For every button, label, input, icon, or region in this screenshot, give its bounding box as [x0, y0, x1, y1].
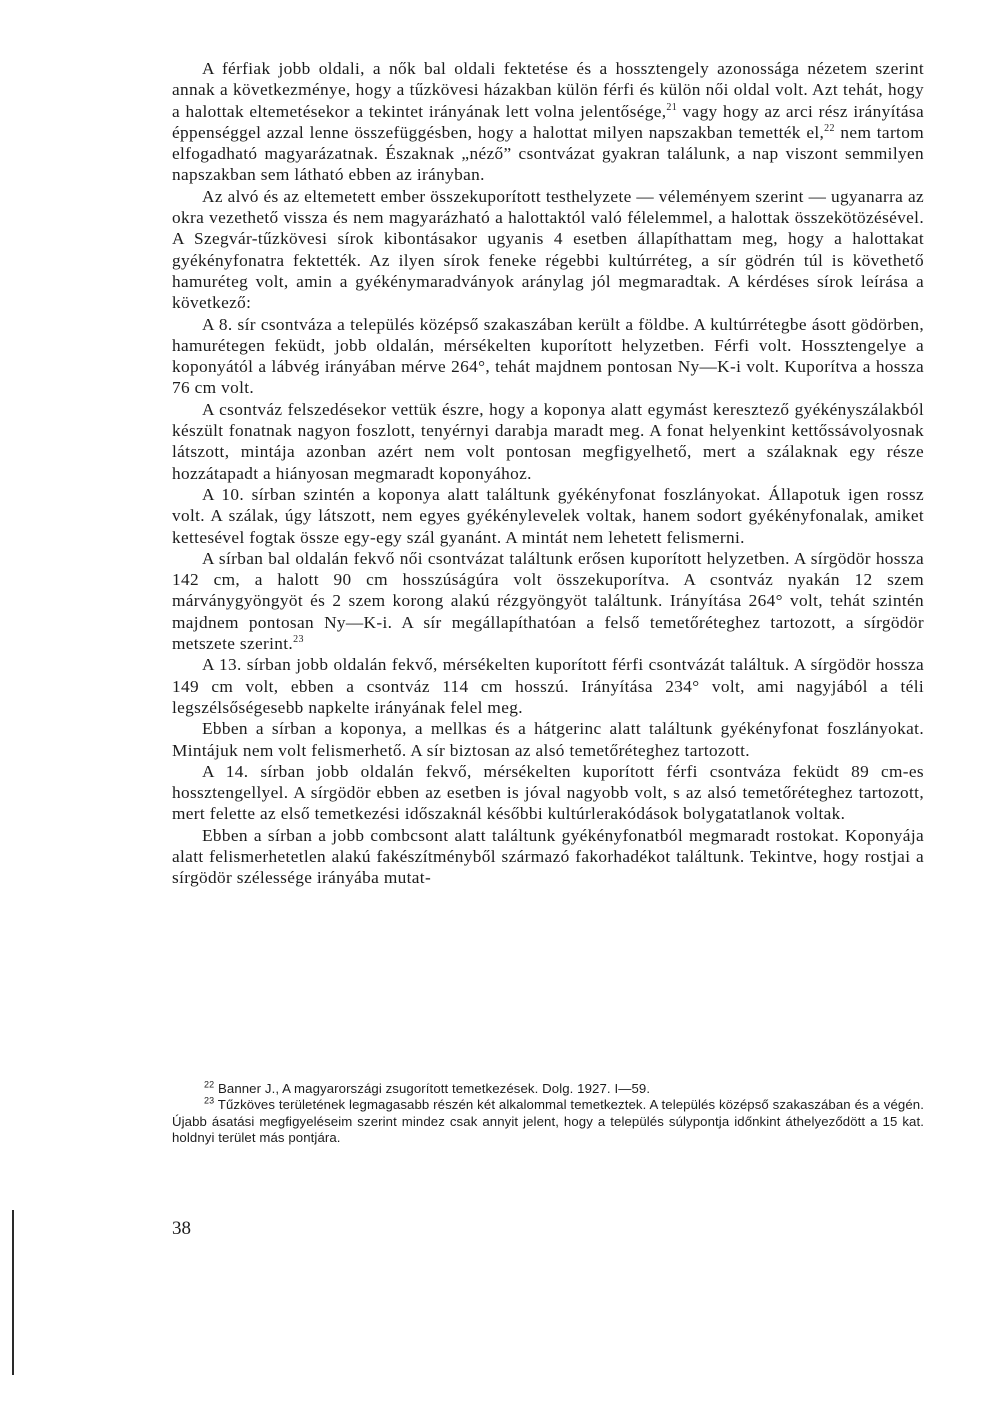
footnote-number: 22: [204, 1079, 215, 1090]
paragraph-3: A 8. sír csontváza a település középső szakaszában került a földbe. A kultúrrétegbe ásott gödörben, hamurétegen feküdt, jobb oldalán, mérsékelten kuporított helyzetben. Férfi volt. Hossztengelye a koponyától a lábvég irányában mérve 264°, tehát majdnem pontosan Ny—K-i volt. Kuporítva a hossza 76 cm volt.: [172, 314, 924, 398]
footnote-text: Tűzköves területének legmagasabb részén két alkalommal temetkeztek. A település középső szakaszában és a végén. Újabb ásatási megfigyeléseim szerint mindez csak annyit jelent, hogy a település súlypontja időnkint áthelyeződött a 15 kat. holdnyi terület más pontjára.: [172, 1097, 924, 1145]
paragraph-8: Ebben a sírban a koponya, a mellkas és a hátgerinc alatt találtunk gyékényfonat foszlányokat. Mintájuk nem volt felismerhető. A sír biztosan az alsó temetőréteghez tartozott.: [172, 719, 924, 760]
page-number: 38: [172, 1218, 191, 1239]
paragraph-1-text-c: nem tartom elfogadható magyarázatnak. Északnak „néző” csontvázat gyakran találunk, a nap viszont semmilyen napszakban sem látható ebben az irányban.: [172, 122, 924, 185]
footnote-23: [172, 1097, 924, 1146]
paragraph-4: A csontváz felszedésekor vettük észre, hogy a koponya alatt egymást keresztező gyékényszálakból készült fonatnak nagyon foszlott, tenyérnyi darabja maradt meg. A fonat helyenkint kettőssávolyosnak látszott, mintája azonban azért nem volt pontosan megfigyelhető, mert a szálaknak egy része hozzátapadt a hiányosan megmaradt koponyához.: [172, 399, 924, 483]
paragraph-1-text-b: vagy hogy az arci rész irányítása éppenséggel azzal lenne összefüggésben, hogy a halottat milyen napszakban temették el,: [172, 101, 924, 142]
footnote-ref-21[interactable]: 21: [666, 101, 678, 113]
paragraph-5: A 10. sírban szintén a koponya alatt találtunk gyékényfonat foszlányokat. Állapotuk igen rossz volt. A szálak, úgy látszott, nem egyes gyékénylevelek voltak, hanem sodort gyékényfonalak, amiket kettesével fogtak össze egy-egy szál gyanánt. A mintát nem lehetett felismerni.: [172, 484, 924, 547]
paragraph-1: [172, 58, 924, 186]
main-text: [172, 58, 924, 889]
footnote-text: Banner J., A magyarországi zsugorított temetkezések. Dolg. 1927. I—59.: [214, 1081, 651, 1096]
paragraph-9: A 14. sírban jobb oldalán fekvő, mérsékelten kuporított férfi csontváza feküdt 89 cm-es hossztengellyel. A sírgödör ebben az esetben is jóval nagyobb volt, s az alsó temetőréteghez tartozott, mert felette az első temetkezési időszaknál későbbi kultúrlerakódások bolygatatlanok voltak.: [172, 761, 924, 824]
paragraph-2: Az alvó és az eltemetett ember összekuporított testhelyzete — véleményem szerint — ugyanarra az okra vezethető vissza és nem magyarázható a halottaktól való félelemmel, a halottak összekötözésével. A Szegvár-tűzkövesi sírok kibontásakor ugyanis 4 esetben állapíthattam meg, hogy a halottakat gyékényfonatra fektették. Az ilyen sírok feneke régebbi kultúrréteg, a sír gödrén túl is követhető hamuréteg volt, amin a gyékénymaradványok aránylag jól megmaradtak. A kérdéses sírok leírása a következő:: [172, 186, 924, 313]
paragraph-6-text: A sírban bal oldalán fekvő női csontvázat találtunk erősen kuporított helyzetben. A sírgödör hossza 142 cm, a halott 90 cm hosszúságúra volt összekuporítva. A csontváz nyakán 12 szem márványgyöngyöt és 2 szem korong alakú rézgyöngyöt találtunk. Irányítása 264° volt, tehát szintén majdnem pontosan Ny—K-i. A sír megállapíthatóan a felső temetőréteghez tartozott, a sírgödör metszete szerint.: [172, 548, 924, 654]
paragraph-7: A 13. sírban jobb oldalán fekvő, mérsékelten kuporított férfi csontvázát találtuk. A sírgödör hossza 149 cm volt, ebben a csontváz 114 cm hosszú. Irányítása 234° volt, ami nagyjából a téli legszélsőségesebb napkelte irányának felel meg.: [172, 655, 924, 717]
footnote-ref-23[interactable]: 23: [293, 634, 304, 646]
footnote-ref-22[interactable]: 22: [824, 123, 835, 135]
paragraph-6: [172, 548, 924, 654]
footnotes: [172, 1081, 924, 1146]
paragraph-10: Ebben a sírban a jobb combcsont alatt találtunk gyékényfonatból megmaradt rostokat. Koponyája alatt felismerhetetlen alakú fakészítményből származó fakorhadékot találtunk. Tekintve, hogy rostjai a sírgödör szélessége irányába mutat-: [172, 825, 924, 888]
scan-margin-line: [12, 1210, 14, 1375]
footnote-22: [172, 1081, 924, 1097]
paragraph-1-text-a: A férfiak jobb oldali, a nők bal oldali fektetése és a hossztengely azonossága nézetem szerint annak a következménye, hogy a tűzkövesi házakban külön férfi és külön női oldal volt. Azt tehát, hogy a halottak eltemetésekor a tekintet irányának lett volna jelentősége,: [172, 59, 924, 121]
footnote-number: 23: [204, 1095, 215, 1106]
